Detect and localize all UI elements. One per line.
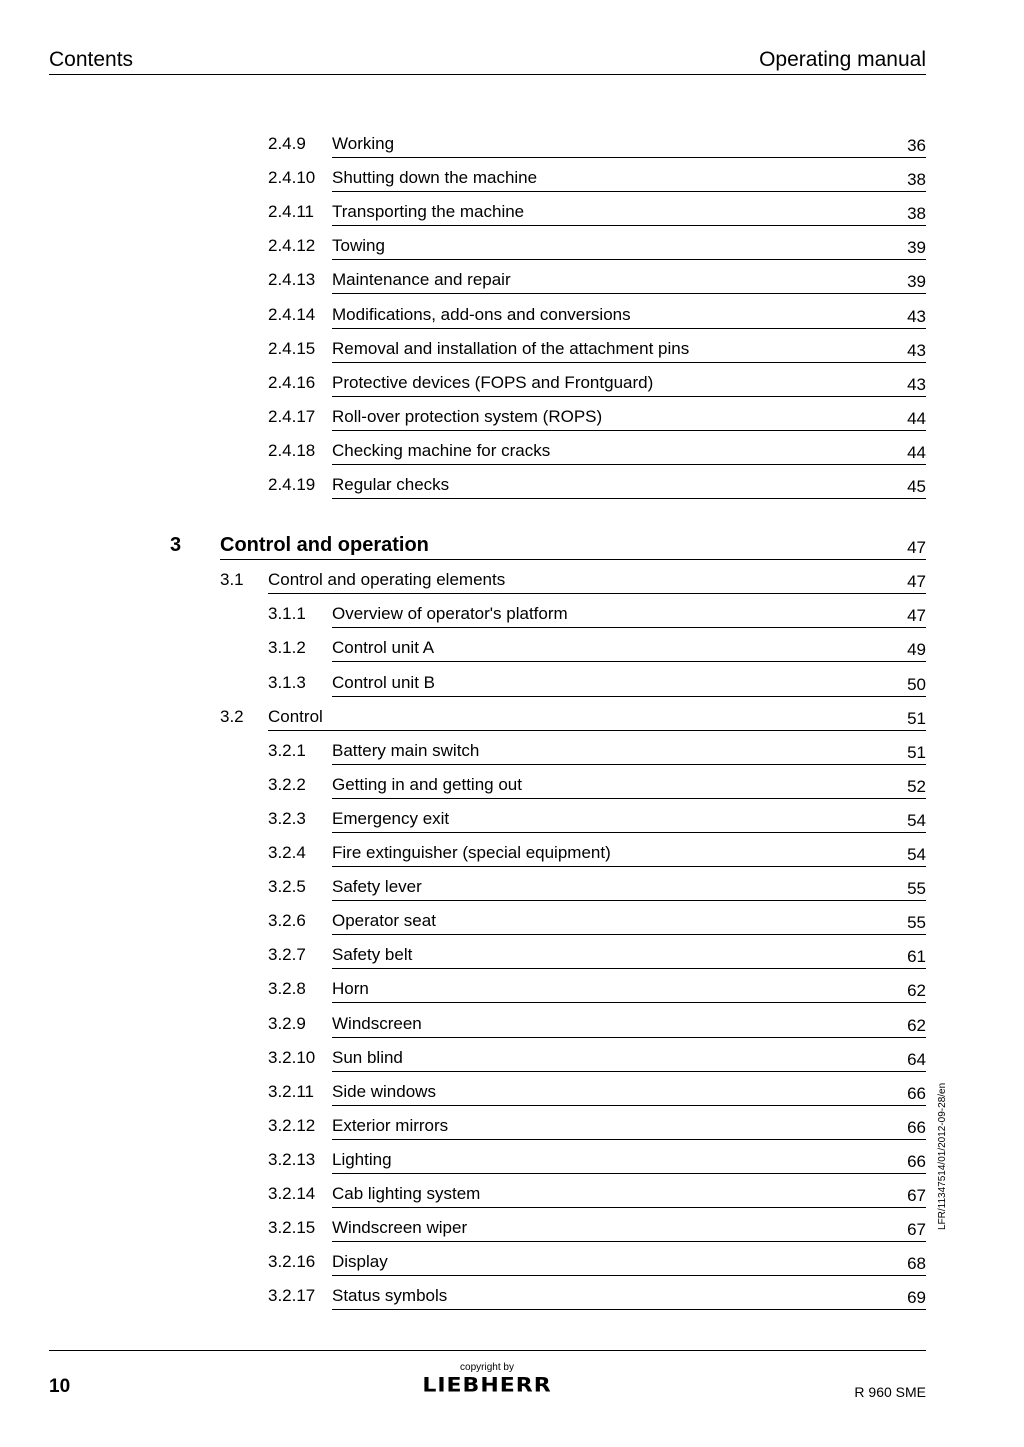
toc-entry-rule: [332, 430, 926, 431]
footer-divider: [49, 1350, 926, 1351]
toc-entry-title: Maintenance and repair: [332, 270, 511, 290]
toc-entry-rule: [332, 1207, 926, 1208]
toc-entry-rule: [332, 191, 926, 192]
toc-entry-title: Modifications, add-ons and conversions: [332, 304, 631, 324]
toc-entry-title: Towing: [332, 236, 385, 256]
toc-entry[interactable]: [0, 803, 1024, 833]
toc-entry-page: 38: [907, 170, 926, 190]
toc-entry-title: Windscreen wiper: [332, 1218, 468, 1238]
toc-entry-number: 3.2.17: [268, 1286, 316, 1306]
toc-entry-title: Control and operation: [220, 534, 429, 557]
toc-entry[interactable]: [0, 469, 1024, 499]
toc-entry-rule: [332, 1275, 926, 1276]
toc-entry-page: 61: [907, 947, 926, 967]
toc-entry-title: Fire extinguisher (special equipment): [332, 843, 611, 862]
toc-entry-number: 3.2: [220, 706, 244, 726]
toc-entry-rule: [332, 696, 926, 697]
toc-entry-number: 3.1.3: [268, 672, 306, 692]
toc-entry-title: Windscreen: [332, 1013, 422, 1033]
toc-entry-rule: [332, 968, 926, 969]
toc-entry-title: Operator seat: [332, 911, 436, 931]
toc-entry-title: Regular checks: [332, 475, 450, 494]
toc-entry[interactable]: [0, 1144, 1024, 1174]
toc-entry[interactable]: [0, 1280, 1024, 1310]
toc-entry-number: 2.4.13: [268, 270, 316, 290]
toc-entry-page: 62: [907, 981, 926, 1001]
toc-entry-number: 2.4.16: [268, 372, 316, 392]
toc-entry-title: Emergency exit: [332, 808, 450, 828]
toc-entry-number: 3.1: [220, 570, 244, 590]
toc-entry-rule: [332, 259, 926, 260]
toc-entry-title: Roll-over protection system (ROPS): [332, 406, 603, 426]
toc-entry-number: 3.2.5: [268, 877, 306, 897]
toc-entry-page: 47: [907, 538, 926, 558]
toc-entry-number: 2.4.15: [268, 338, 316, 358]
toc-entry-page: 66: [907, 1151, 926, 1171]
toc-entry-number: 3.2.16: [268, 1252, 316, 1272]
footer-page-number: 10: [49, 1376, 71, 1397]
toc-entry-number: 3.2.15: [268, 1218, 316, 1238]
toc-entry-rule: [332, 1037, 926, 1038]
toc-entry-title: Protective devices (FOPS and Frontguard): [332, 372, 654, 392]
toc-entry-number: 3.2.11: [268, 1081, 315, 1101]
toc-entry-page: 47: [907, 606, 926, 626]
toc-entry-rule: [332, 764, 926, 765]
toc-entry-number: 3.2.7: [268, 945, 306, 965]
toc-entry[interactable]: [0, 264, 1024, 294]
toc-entry[interactable]: [0, 1110, 1024, 1140]
toc-entry-rule: [332, 1105, 926, 1106]
toc-entry-rule: [332, 464, 926, 465]
toc-entry-rule: [332, 866, 926, 867]
toc-entry-number: 3.2.14: [268, 1184, 316, 1203]
toc-entry-rule: [220, 559, 926, 560]
toc-entry-rule: [332, 396, 926, 397]
toc-entry-title: Checking machine for cracks: [332, 440, 551, 460]
toc-entry[interactable]: [0, 128, 1024, 158]
toc-entry-title: Shutting down the machine: [332, 168, 538, 188]
toc-entry-number: 2.4.12: [268, 236, 316, 256]
toc-entry-page: 50: [907, 674, 926, 694]
toc-entry-page: 52: [907, 776, 926, 796]
toc-entry-page: 44: [907, 408, 926, 428]
toc-entry-rule: [332, 1309, 926, 1310]
toc-entry-rule: [332, 1002, 926, 1003]
toc-entry-title: Battery main switch: [332, 740, 480, 760]
toc-entry-number: 2.4.14: [268, 304, 316, 324]
footer-model: R 960 SME: [854, 1384, 926, 1400]
toc-entry-page: 43: [907, 340, 926, 360]
toc-entry[interactable]: [0, 598, 1024, 628]
document-code: LFR/11347514/01/2012-09-28/en: [937, 1082, 948, 1230]
toc-entry[interactable]: [0, 401, 1024, 431]
toc-entry-page: 47: [907, 572, 926, 592]
toc-entry-page: 55: [907, 879, 926, 899]
toc-entry-page: 38: [907, 204, 926, 224]
toc-entry[interactable]: [0, 905, 1024, 935]
toc-entry-number: 2.4.9: [268, 134, 306, 153]
toc-entry-title: Working: [332, 134, 395, 153]
toc-entry-rule: [332, 362, 926, 363]
toc-entry[interactable]: [0, 333, 1024, 363]
toc-entry-page: 66: [907, 1083, 926, 1103]
toc-entry[interactable]: [0, 530, 1024, 560]
toc-entry[interactable]: [0, 1008, 1024, 1038]
toc-entry-title: Safety lever: [332, 877, 422, 897]
toc-entry[interactable]: [0, 701, 1024, 731]
toc-entry-rule: [268, 730, 926, 731]
toc-entry-page: 69: [907, 1288, 926, 1308]
toc-entry[interactable]: [0, 1212, 1024, 1242]
toc-entry-page: 66: [907, 1117, 926, 1137]
toc-entry-rule: [332, 225, 926, 226]
toc-entry-title: Control: [268, 706, 323, 726]
toc-entry-page: 39: [907, 238, 926, 258]
toc-entry[interactable]: [0, 973, 1024, 1003]
toc-entry-page: 44: [907, 442, 926, 462]
toc-entry-rule: [332, 661, 926, 662]
toc-entry-title: Safety belt: [332, 945, 413, 965]
toc-entry-rule: [332, 498, 926, 499]
brand-logo: LIEBHERR: [422, 1374, 552, 1397]
toc-entry-title: Control and operating elements: [268, 570, 506, 590]
toc-entry-number: 3: [170, 534, 182, 557]
toc-entry-number: 3.2.8: [268, 979, 306, 999]
toc-entry-page: 55: [907, 913, 926, 933]
toc-entry-page: 49: [907, 640, 926, 660]
toc-entry-rule: [332, 328, 926, 329]
toc-entry-number: 2.4.18: [268, 440, 316, 460]
toc-entry-title: Display: [332, 1252, 388, 1272]
toc-entry-rule: [332, 1173, 926, 1174]
toc-entry-title: Control unit A: [332, 638, 435, 658]
toc-entry-number: 3.2.10: [268, 1047, 316, 1067]
toc-entry-number: 2.4.11: [268, 202, 315, 222]
toc-entry-page: 43: [907, 374, 926, 394]
toc-entry-page: 67: [907, 1220, 926, 1240]
page-header: [49, 46, 926, 75]
toc-entry-number: 2.4.19: [268, 475, 316, 494]
toc-entry[interactable]: [0, 1178, 1024, 1208]
toc-entry-title: Overview of operator's platform: [332, 604, 568, 624]
toc-entry[interactable]: [0, 667, 1024, 697]
toc-entry-number: 2.4.17: [268, 406, 316, 426]
toc-entry-rule: [268, 593, 926, 594]
toc-entry-title: Cab lighting system: [332, 1184, 481, 1203]
toc-entry[interactable]: [0, 367, 1024, 397]
toc-entry[interactable]: [0, 196, 1024, 226]
toc-entry-page: 51: [907, 742, 926, 762]
toc-entry[interactable]: [0, 735, 1024, 765]
toc-entry-title: Sun blind: [332, 1047, 403, 1067]
toc-entry-rule: [332, 934, 926, 935]
toc-entry-page: 36: [907, 136, 926, 155]
toc-entry-number: 3.2.3: [268, 808, 306, 828]
toc-entry-page: 39: [907, 272, 926, 292]
toc-entry-title: Lighting: [332, 1149, 392, 1169]
toc-entry-number: 3.1.2: [268, 638, 306, 658]
toc-entry[interactable]: [0, 1042, 1024, 1072]
toc-entry-page: 43: [907, 306, 926, 326]
toc-entry-title: Transporting the machine: [332, 202, 525, 222]
toc-entry-page: 67: [907, 1186, 926, 1205]
toc-entry-page: 68: [907, 1254, 926, 1274]
toc-entry-number: 3.2.4: [268, 843, 306, 862]
toc-entry-rule: [332, 798, 926, 799]
toc-entry[interactable]: [0, 769, 1024, 799]
toc-entry-title: Getting in and getting out: [332, 774, 522, 794]
toc-entry-rule: [332, 157, 926, 158]
toc-entry[interactable]: [0, 230, 1024, 260]
toc-entry[interactable]: [0, 435, 1024, 465]
toc-entry-number: 3.2.2: [268, 774, 306, 794]
toc-entry-rule: [332, 1241, 926, 1242]
toc-entry[interactable]: [0, 871, 1024, 901]
toc-entry-page: 54: [907, 845, 926, 864]
toc-entry-rule: [332, 900, 926, 901]
toc-entry-page: 51: [907, 708, 926, 728]
toc-entry-rule: [332, 293, 926, 294]
toc-entry-page: 54: [907, 810, 926, 830]
header-manual-title: Operating manual: [759, 48, 926, 71]
toc-entry-rule: [332, 627, 926, 628]
toc-entry[interactable]: [0, 632, 1024, 662]
toc-entry[interactable]: [0, 299, 1024, 329]
toc-entry-title: Status symbols: [332, 1286, 448, 1306]
toc-entry-number: 3.2.1: [268, 740, 306, 760]
toc-entry[interactable]: [0, 837, 1024, 867]
toc-entry-page: 62: [907, 1015, 926, 1035]
toc-entry-title: Side windows: [332, 1081, 436, 1101]
toc-entry-title: Exterior mirrors: [332, 1115, 449, 1135]
footer-copyright: copyright by: [460, 1362, 514, 1373]
toc-entry-title: Removal and installation of the attachment pins: [332, 338, 690, 358]
toc-entry-number: 3.2.13: [268, 1149, 316, 1169]
toc-entry-title: Horn: [332, 979, 369, 999]
toc-entry-rule: [332, 832, 926, 833]
toc-entry-page: 64: [907, 1049, 926, 1069]
toc-entry[interactable]: [0, 1076, 1024, 1106]
toc-entry-rule: [332, 1139, 926, 1140]
toc-entry-number: 2.4.10: [268, 168, 316, 188]
toc-entry-number: 3.2.12: [268, 1115, 316, 1135]
toc-entry-page: 45: [907, 477, 926, 496]
toc-entry-rule: [332, 1071, 926, 1072]
toc-entry[interactable]: [0, 1246, 1024, 1276]
toc-entry-number: 3.1.1: [268, 604, 306, 624]
header-section: Contents: [49, 48, 134, 71]
toc-entry[interactable]: [0, 564, 1024, 594]
toc-entry-number: 3.2.9: [268, 1013, 306, 1033]
toc-entry-title: Control unit B: [332, 672, 435, 692]
toc-entry-number: 3.2.6: [268, 911, 306, 931]
toc-entry[interactable]: [0, 939, 1024, 969]
toc-entry[interactable]: [0, 162, 1024, 192]
